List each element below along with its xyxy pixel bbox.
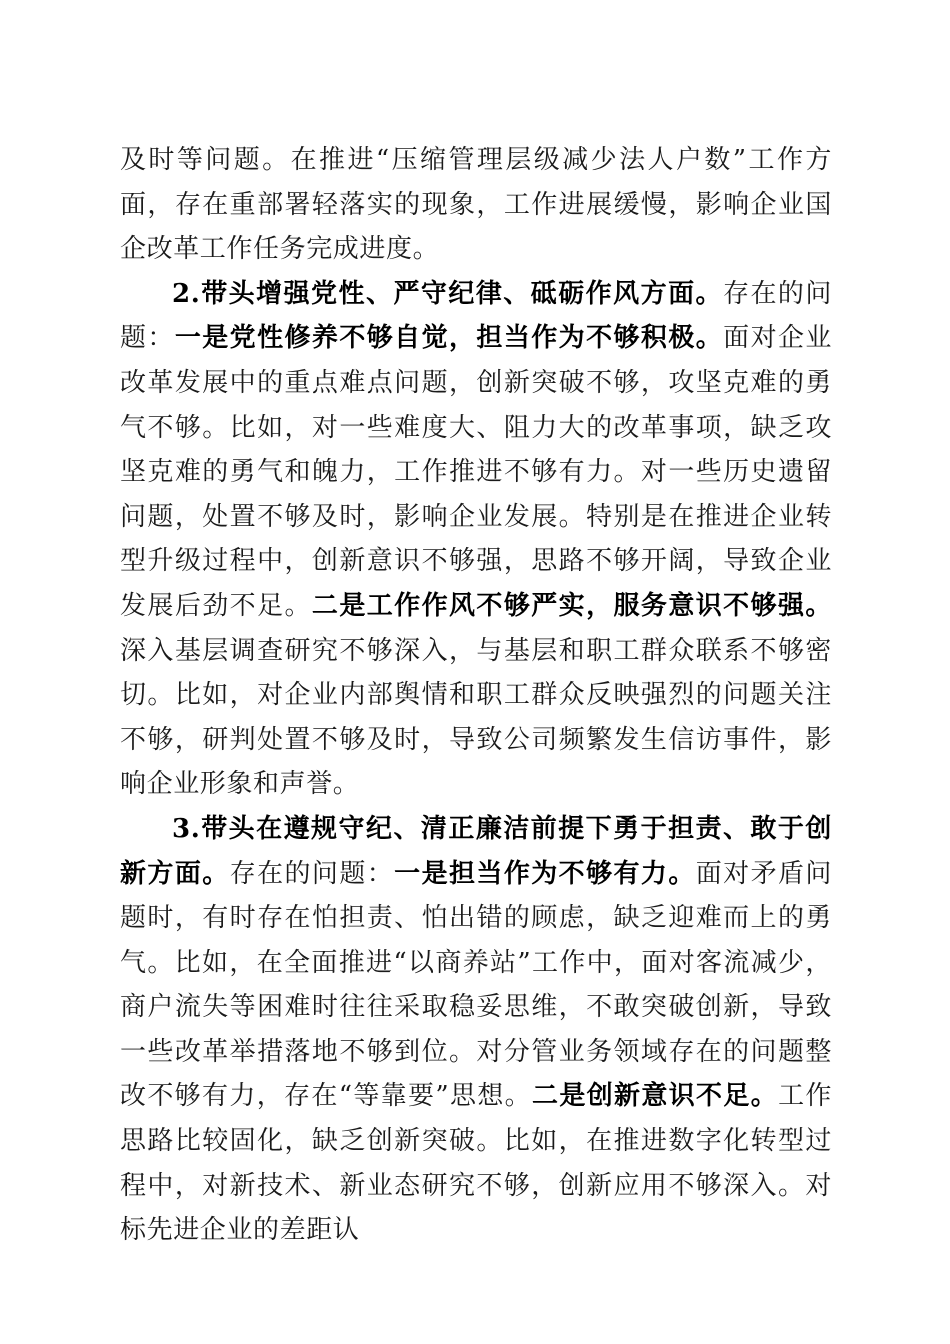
bold-point: 一是党性修养不够自觉，担当作为不够积极。: [174, 323, 724, 354]
paragraph-section-2: [120, 272, 832, 807]
paragraph-text: 存在的问题：: [120, 278, 832, 354]
bold-point: 一是担当作为不够有力。: [394, 858, 696, 889]
section-heading: 2.带头增强党性、严守纪律、砥砺作风方面。: [172, 278, 723, 309]
section-heading: 3.带头在遵规守纪、清正廉洁前提下勇于担责、敢于创新方面。: [120, 813, 832, 889]
paragraph-text: 存在的问题：: [229, 858, 395, 889]
paragraph-text: 面对企业改革发展中的重点难点问题，创新突破不够，攻坚克难的勇气不够。比如，对一些难度大、阻力大的改革事项，缺乏攻坚克难的勇气和魄力，工作推进不够有力。对一些历史遗留问题，处置不够及时，影响企业发展。特别是在推进企业转型升级过程中，创新意识不够强，思路不够开阔，导致企业发展后劲不足。: [120, 323, 833, 621]
paragraph-text: 深入基层调查研究不够深入，与基层和职工群众联系不够密切。比如，对企业内部舆情和职工群众反映强烈的问题关注不够，研判处置不够及时，导致公司频繁发生信访事件，影响企业形象和声誉。: [120, 635, 832, 800]
paragraph-text: 及时等问题。在推进“压缩管理层级减少法人户数”工作方面，存在重部署轻落实的现象，工作进展缓慢，影响企业国企改革工作任务完成进度。: [120, 145, 832, 265]
document-page: [120, 138, 832, 1253]
paragraph-text: 面对矛盾问题时，有时存在怕担责、怕出错的顾虑，缺乏迎难而上的勇气。比如，在全面推进“以商养站”工作中，面对客流减少，商户流失等困难时往往采取稳妥思维，不敢突破创新，导致一些改革举措落地不够到位。对分管业务领域存在的问题整改不够有力，存在“等靠要”思想。: [120, 858, 832, 1112]
paragraph-section-3: [120, 807, 832, 1253]
bold-point: 二是工作作风不够严实，服务意识不够强。: [311, 590, 833, 621]
bold-point: 二是创新意识不足。: [532, 1081, 779, 1112]
paragraph-text: 工作思路比较固化，缺乏创新突破。比如，在推进数字化转型过程中，对新技术、新业态研究不够，创新应用不够深入。对标先进企业的差距认: [120, 1081, 833, 1246]
paragraph-continuation: [120, 138, 832, 272]
